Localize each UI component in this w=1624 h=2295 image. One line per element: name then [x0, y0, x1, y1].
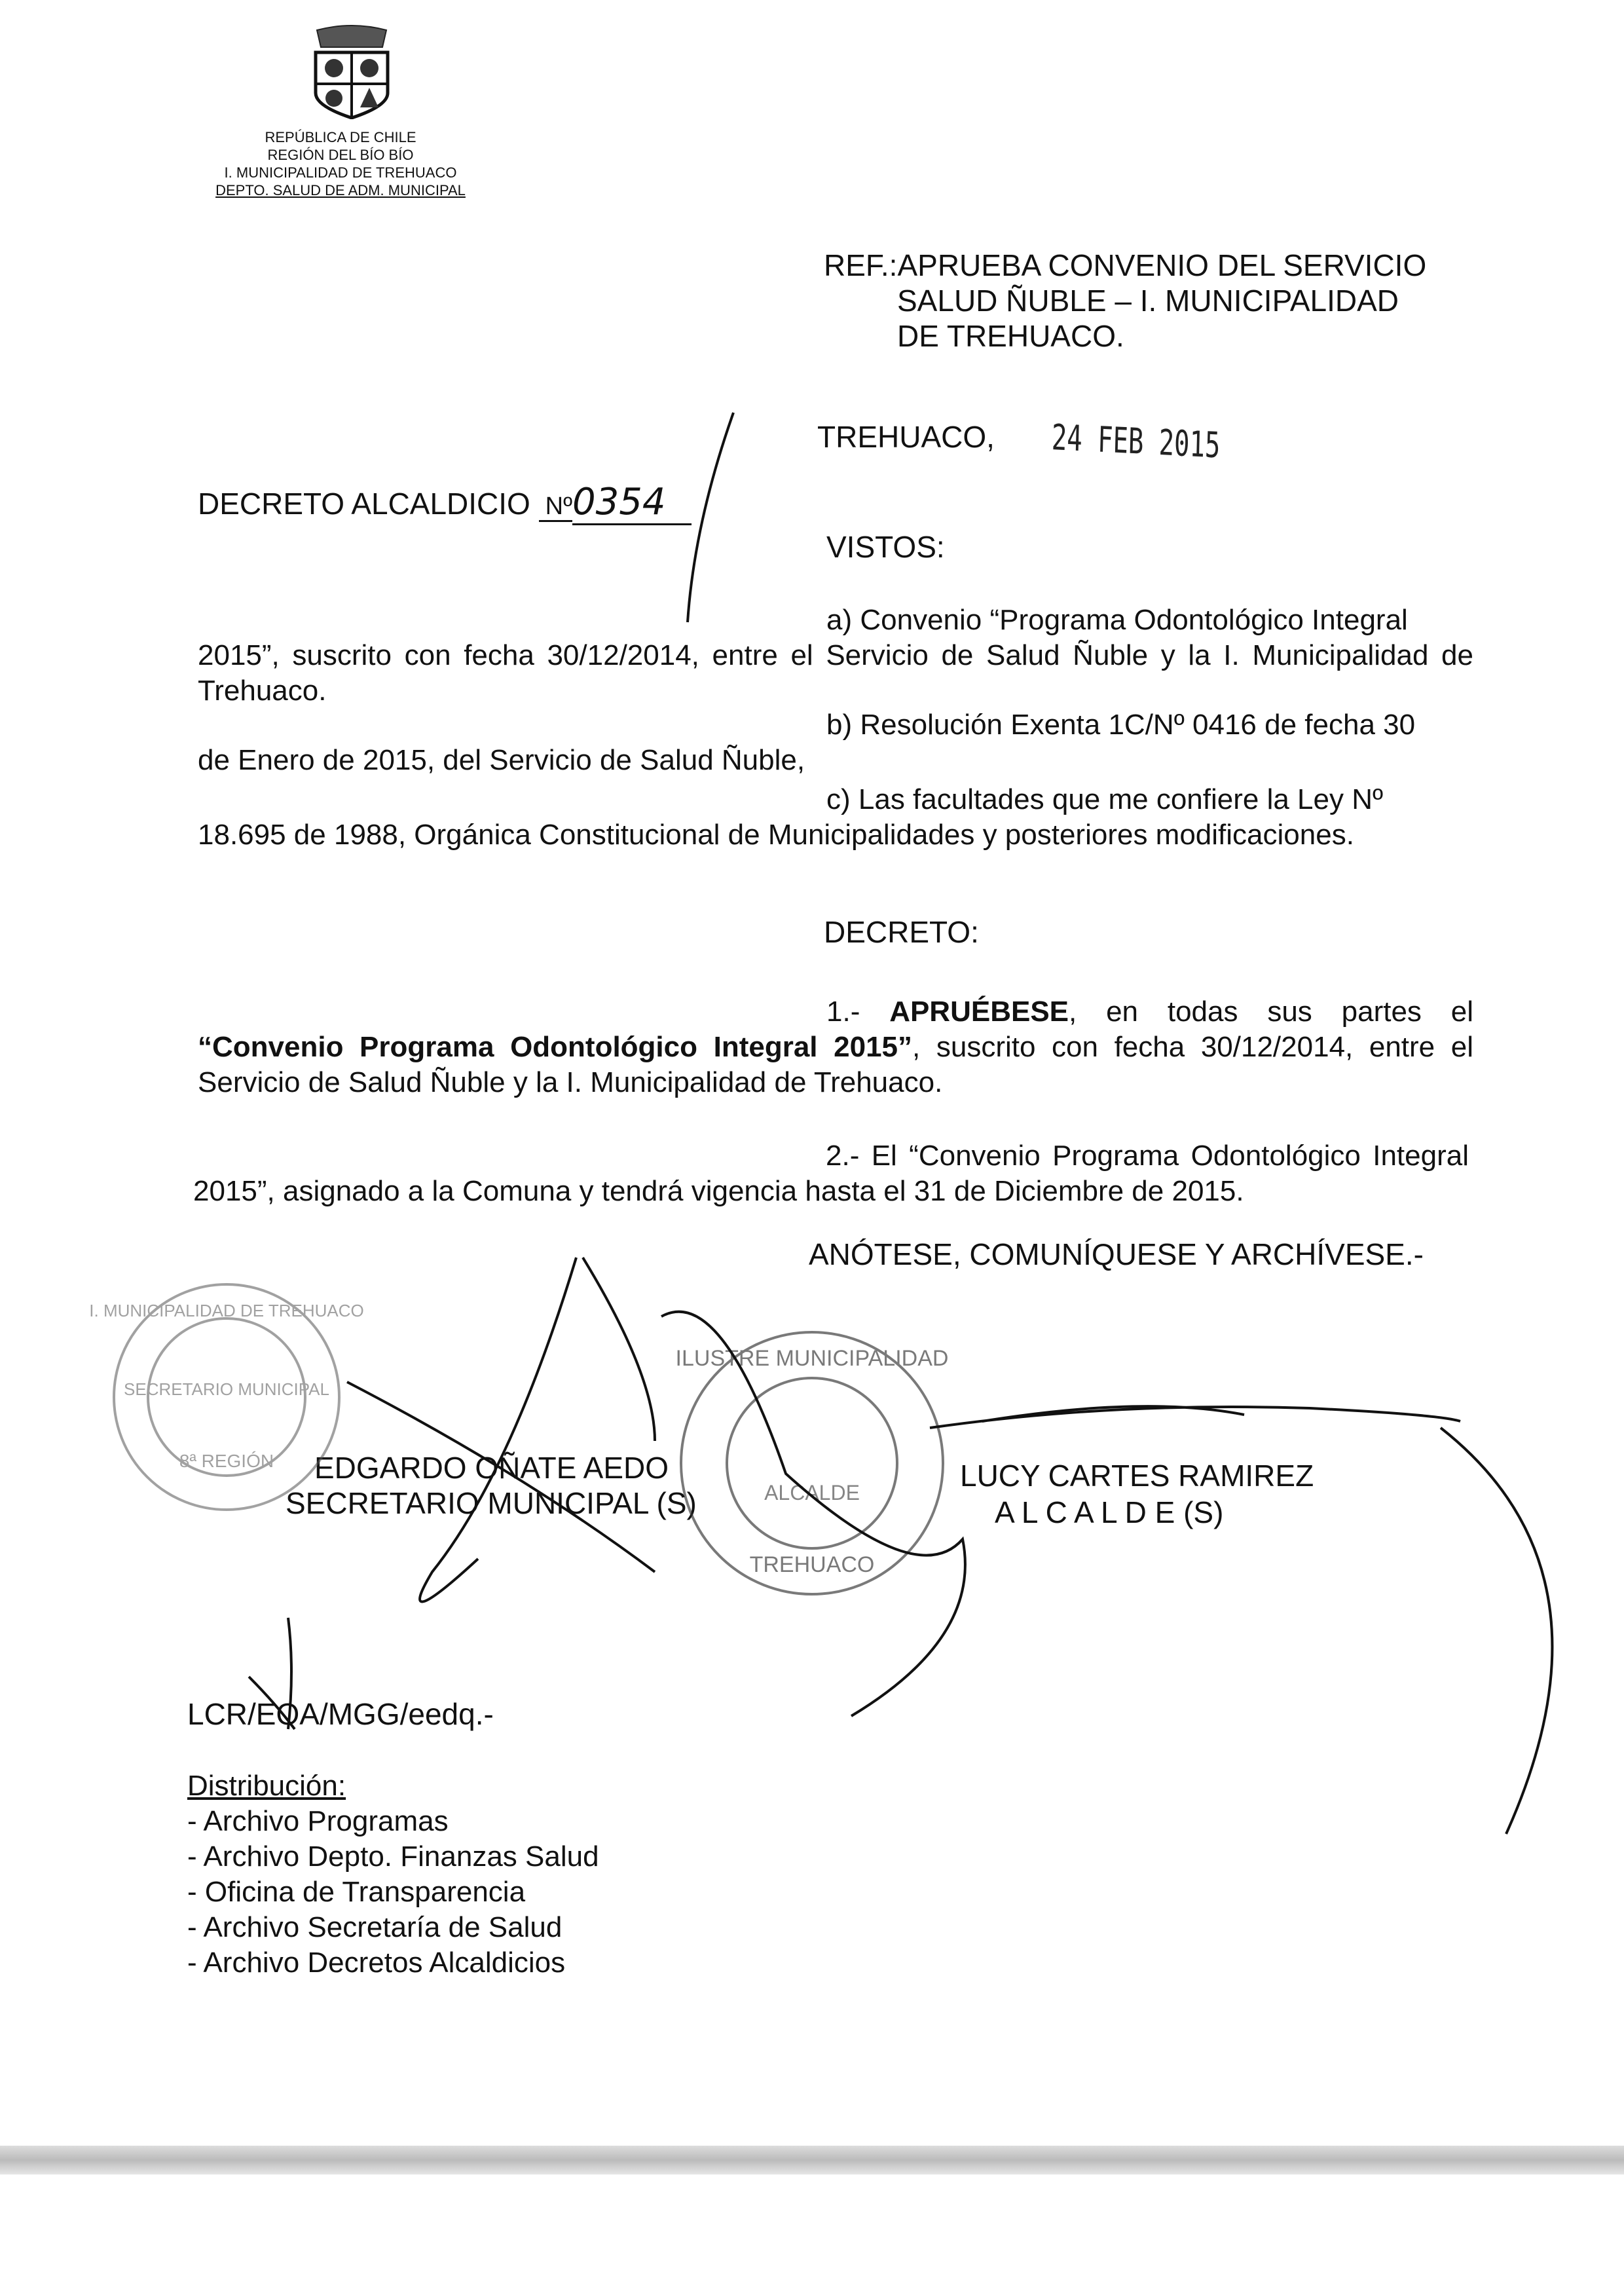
decree-label: DECRETO ALCALDICIO — [198, 487, 530, 521]
distribution-title: Distribución: — [187, 1770, 346, 1802]
reference-line: DE TREHUACO. — [897, 319, 1124, 353]
stamp-text: ILUSTRE MUNICIPALIDAD — [675, 1346, 949, 1371]
vistos-item-first: a) Convenio “Programa Odontológico Integral — [826, 604, 1408, 636]
reference-line: SALUD ÑUBLE – I. MUNICIPALIDAD — [897, 284, 1399, 318]
closing-formula: ANÓTESE, COMUNÍQUESE Y ARCHÍVESE.- — [809, 1237, 1424, 1271]
mayor-stamp — [676, 1332, 949, 1594]
stamp-text: SECRETARIO MUNICIPAL — [124, 1379, 329, 1399]
vistos-item-rest: 18.695 de 1988, Orgánica Constitucional de Municipalidades y posteriores modificaciones. — [198, 819, 1354, 851]
distribution-list — [187, 1768, 599, 1981]
distribution-item: - Archivo Programas — [187, 1805, 449, 1837]
vistos-item-first: b) Resolución Exenta 1C/Nº 0416 de fecha 30 — [826, 709, 1416, 741]
signatory-title: A L C A L D E (S) — [995, 1495, 1224, 1529]
article-2 — [193, 1138, 1469, 1209]
vistos-heading: VISTOS: — [826, 530, 945, 564]
stamp-text: I. MUNICIPALIDAD DE TREHUACO — [89, 1301, 364, 1320]
date-stamp: 24 FEB 2015 — [1051, 417, 1221, 466]
letterhead — [196, 128, 485, 199]
vistos-item — [198, 782, 1473, 853]
decree-number-line — [198, 481, 692, 524]
municipal-crest-logo — [310, 25, 393, 119]
article-num: 1.- — [826, 996, 890, 1028]
decree-no-prefix: Nº — [539, 493, 572, 522]
distribution-item: - Oficina de Transparencia — [187, 1876, 526, 1908]
vistos-item-rest: de Enero de 2015, del Servicio de Salud Ñuble, — [198, 744, 805, 776]
distribution-item: - Archivo Decretos Alcaldicios — [187, 1947, 566, 1979]
stamp-text: 8ª REGIÓN — [179, 1451, 274, 1471]
stamp-text: ALCALDE — [764, 1481, 860, 1504]
vistos-item — [198, 707, 1473, 778]
distribution-item: - Archivo Secretaría de Salud — [187, 1911, 563, 1943]
vistos-item — [198, 603, 1473, 709]
decree-number: 0354 — [572, 481, 692, 525]
signatory-title: SECRETARIO MUNICIPAL (S) — [286, 1486, 697, 1520]
reference — [824, 248, 1426, 354]
signatory-name: EDGARDO OÑATE AEDO — [314, 1451, 669, 1485]
letterhead-line: REPÚBLICA DE CHILE — [265, 129, 416, 145]
decreto-heading: DECRETO: — [824, 915, 979, 949]
article-bold: APRUÉBESE — [889, 996, 1069, 1028]
vistos-item-first: c) Las facultades que me confiere la Ley Nº — [826, 783, 1384, 815]
article-num: 2.- — [826, 1140, 872, 1172]
article-text: , en todas sus partes el — [1069, 996, 1473, 1028]
stamp-text: TREHUACO — [749, 1552, 875, 1577]
letterhead-line: DEPTO. SALUD DE ADM. MUNICIPAL — [215, 182, 466, 198]
reference-line: REF.:APRUEBA CONVENIO DEL SERVICIO — [824, 248, 1427, 282]
letterhead-line: I. MUNICIPALIDAD DE TREHUACO — [224, 164, 457, 181]
distribution-item: - Archivo Depto. Finanzas Salud — [187, 1840, 599, 1873]
article-bold: “Convenio Programa Odontológico Integral 2015” — [198, 1031, 913, 1063]
signatory-name: LUCY CARTES RAMIREZ — [960, 1459, 1314, 1493]
initials: LCR/EOA/MGG/eedq.- — [187, 1697, 494, 1731]
letterhead-line: REGIÓN DEL BÍO BÍO — [267, 147, 414, 163]
article-text: El “Convenio Programa Odontológico Integral 2015”, asignado a la Comuna y tendrá vigencia hasta el 31 de Diciembre de 2015. — [193, 1140, 1469, 1207]
place: TREHUACO, — [817, 420, 995, 454]
vistos-item-rest: 2015”, suscrito con fecha 30/12/2014, entre el Servicio de Salud Ñuble y la I. Municipalidad de Trehuaco. — [198, 639, 1473, 707]
article-text: , suscrito con fecha 30/12/2014, entre el Servicio de Salud Ñuble y la I. Municipalidad de Trehuaco. — [198, 1031, 1474, 1098]
article-1 — [198, 994, 1473, 1100]
scan-edge-band — [0, 2146, 1624, 2174]
